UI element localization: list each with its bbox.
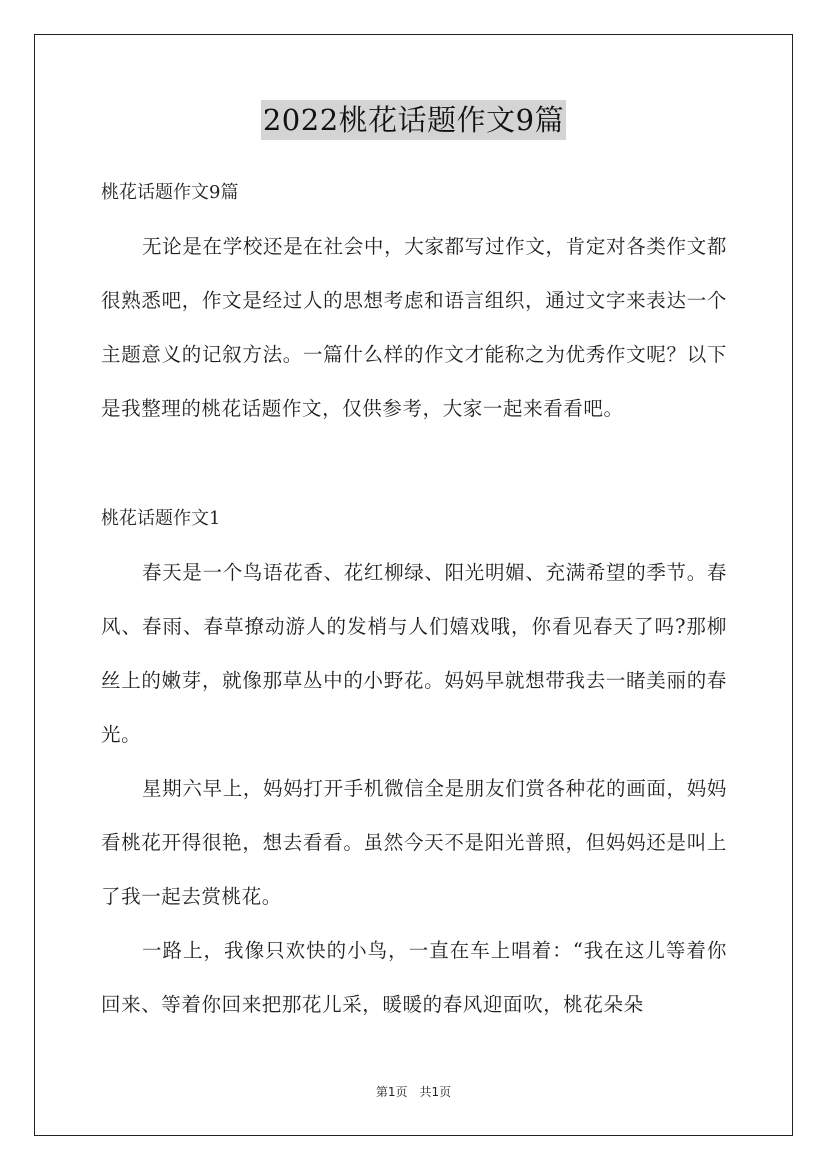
document-title: 2022桃花话题作文9篇	[261, 100, 566, 140]
intro-heading: 桃花话题作文9篇	[101, 182, 239, 203]
intro-paragraph: 无论是在学校还是在社会中，大家都写过作文，肯定对各类作文都很熟悉吧，作文是经过人的思想考虑和语言组织，通过文字来表达一个主题意义的记叙方法。一篇什么样的作文才能称之为优秀作文呢？以下是我整理的桃花话题作文，仅供参考，大家一起来看看吧。	[101, 235, 727, 420]
title-container	[0, 100, 827, 140]
essay1-paragraph-2: 星期六早上，妈妈打开手机微信全是朋友们赏各种花的画面，妈妈看桃花开得很艳，想去看看。虽然今天不是阳光普照，但妈妈还是叫上了我一起去赏桃花。	[101, 777, 727, 908]
page-total: 共1页	[419, 1085, 452, 1099]
page-footer	[0, 1083, 827, 1100]
essay1-paragraph-1: 春天是一个鸟语花香、花红柳绿、阳光明媚、充满希望的季节。春风、春雨、春草撩动游人的发梢与人们嬉戏哦，你看见春天了吗?那柳丝上的嫩芽，就像那草丛中的小野花。妈妈早就想带我去一睹美丽的春光。	[101, 561, 727, 746]
essay1-heading: 桃花话题作文1	[101, 508, 221, 529]
page-number: 第1页	[375, 1085, 408, 1099]
essay1-paragraph-3: 一路上，我像只欢快的小鸟，一直在车上唱着：“我在这儿等着你回来、等着你回来把那花儿采，暖暖的春风迎面吹，桃花朵朵	[101, 939, 727, 1016]
